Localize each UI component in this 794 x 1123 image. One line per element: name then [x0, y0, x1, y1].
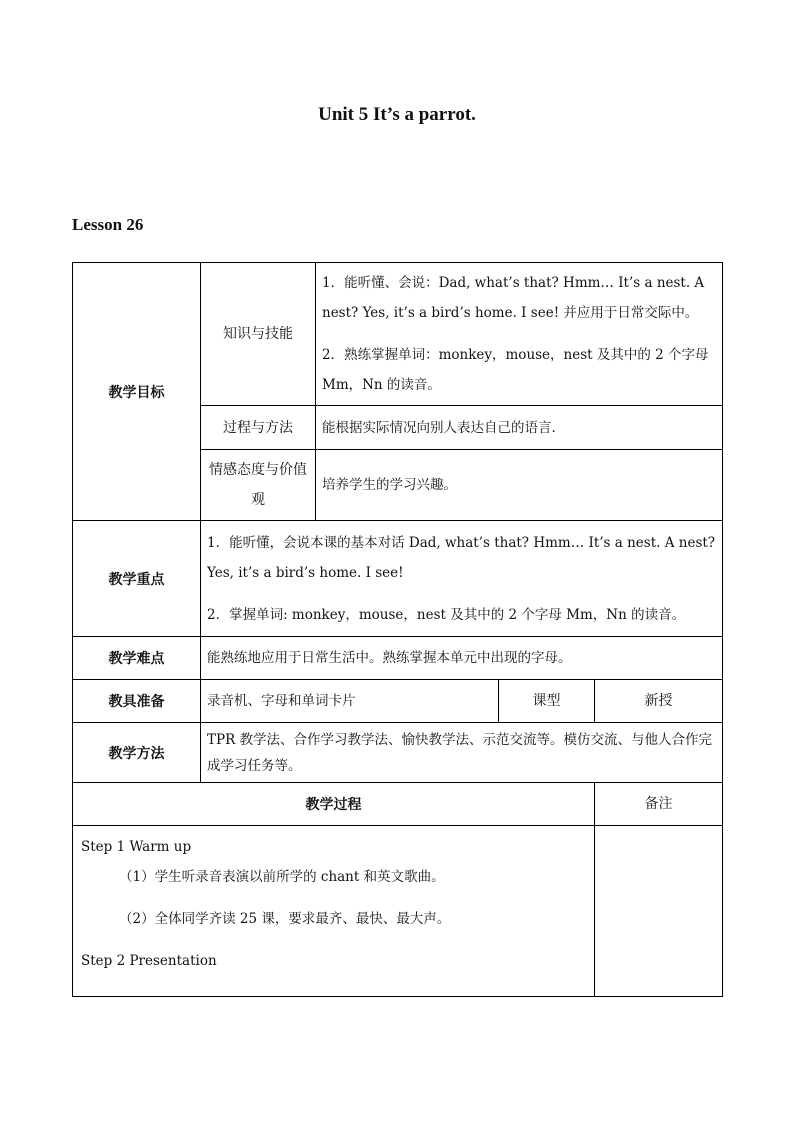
keypoints-row	[73, 521, 723, 637]
notes-body	[595, 826, 723, 997]
keypoints-line-1: 1．能听懂，会说本课的基本对话 Dad, what’s that? Hmm… It’s a nest. A nest? Yes, it’s a bird’s home. I see!	[207, 534, 716, 581]
process-method-label: 过程与方法	[201, 406, 316, 450]
notes-header-label: 备注	[595, 783, 723, 826]
keypoints-line-2: 2．掌握单词: monkey，mouse，nest 及其中的 2 个字母 Mm，Nn 的读音。	[207, 606, 686, 623]
methods-content: TPR 教学法、合作学习教学法、愉快教学法、示范交流等。模仿交流、与他人合作完成学习任务等。	[201, 723, 723, 783]
step-1-heading: Step 1 Warm up	[81, 839, 192, 855]
lesson-type-value: 新授	[595, 680, 723, 723]
lesson-plan-table	[72, 262, 723, 997]
methods-label: 教学方法	[73, 723, 201, 783]
keypoints-content	[201, 521, 723, 637]
methods-row	[73, 723, 723, 783]
objectives-row-knowledge	[73, 263, 723, 406]
process-body	[73, 826, 595, 997]
difficulties-label: 教学难点	[73, 637, 201, 680]
process-header-label: 教学过程	[73, 783, 595, 826]
difficulties-row	[73, 637, 723, 680]
knowledge-line-1: 1．能听懂、会说：Dad, what’s that? Hmm… It’s a nest. A nest? Yes, it’s a bird’s home. I see! 并应用于日常交际中。	[322, 275, 705, 321]
step-1-item-1: （1）学生听录音表演以前所学的 chant 和英文歌曲。	[119, 869, 445, 885]
knowledge-label: 知识与技能	[201, 263, 316, 406]
materials-content: 录音机、字母和单词卡片	[201, 680, 499, 723]
attitude-content: 培养学生的学习兴趣。	[316, 450, 723, 521]
step-2-heading: Step 2 Presentation	[81, 953, 217, 969]
materials-row	[73, 680, 723, 723]
attitude-label: 情感态度与价值观	[201, 450, 316, 521]
process-header-row	[73, 783, 723, 826]
document-title: Unit 5 It’s a parrot.	[318, 104, 476, 125]
objectives-label: 教学目标	[73, 263, 201, 521]
materials-label: 教具准备	[73, 680, 201, 723]
process-method-content: 能根据实际情况向别人表达自己的语言.	[316, 406, 723, 450]
knowledge-content	[316, 263, 723, 406]
lesson-heading: Lesson 26	[72, 215, 144, 234]
lesson-type-label: 课型	[499, 680, 595, 723]
process-body-row	[73, 826, 723, 997]
keypoints-label: 教学重点	[73, 521, 201, 637]
difficulties-content: 能熟练地应用于日常生活中。熟练掌握本单元中出现的字母。	[201, 637, 723, 680]
step-1-item-2: （2）全体同学齐读 25 课，要求最齐、最快、最大声。	[119, 911, 451, 927]
knowledge-line-2: 2．熟练掌握单词：monkey，mouse，nest 及其中的 2 个字母 Mm，Nn 的读音。	[322, 347, 709, 393]
